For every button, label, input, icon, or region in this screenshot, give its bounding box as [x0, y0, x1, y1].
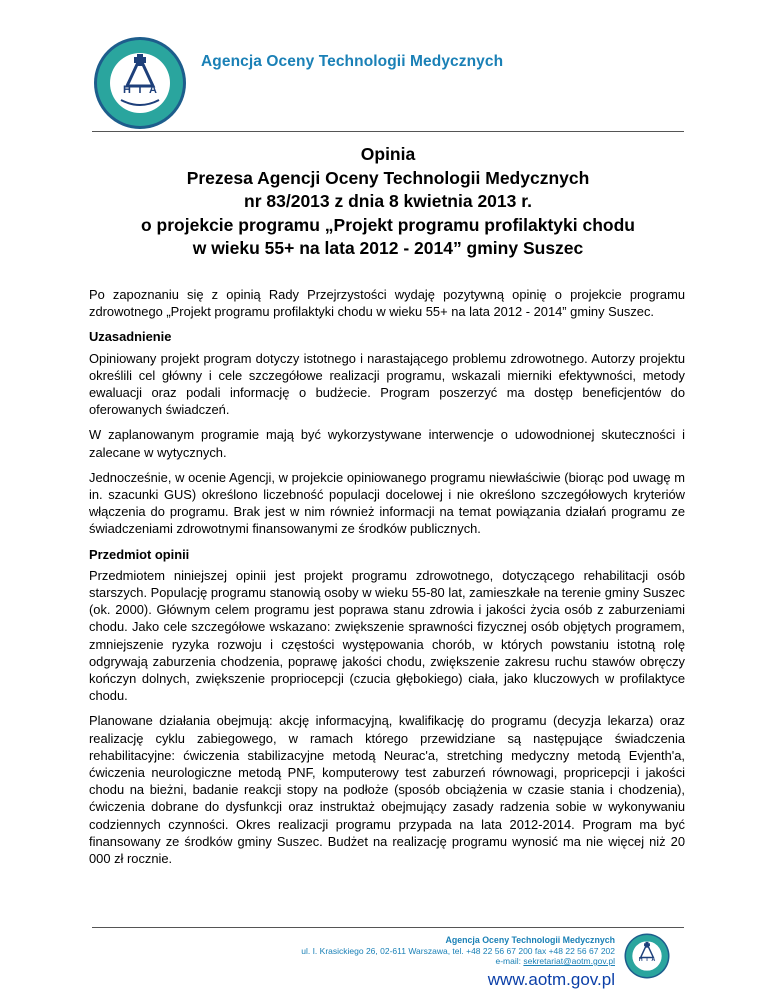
footer-email-line [301, 956, 615, 967]
footer-website-link[interactable]: www.aotm.gov.pl [487, 969, 615, 989]
agency-title: Agencja Oceny Technologii Medycznych [201, 53, 504, 70]
aotm-logo [93, 36, 187, 130]
justification-paragraph: W zaplanowanym programie mają być wykorzystywane interwencje o udowodnionej skuteczności i zalecane w wytycznych. [89, 427, 685, 460]
subject-paragraph: Planowane działania obejmują: akcję informacyjną, kwalifikację do programu (decyzja lekarza) oraz realizację cyklu zabiegowego, w ramach którego przewidziane są następujące świadczenia rehabilitacyjne: ćwiczenia stabilizacyjne metodą Neurac'a, stretching medyczny metodą Evjenth'a, ćwiczenia neurologiczne metodą PNF, komputerowy test zaburzeń równowagi, propricepcji i jakości chodu na bieżni, badanie reakcji stopy na podłoże (sposób obciążenia w czasie stania i chodzenia), ćwiczenia dobrane do dysfunkcji oraz instruktaż obejmujący zasady radzenia sobie w wykonywaniu codziennych czynności. Okres realizacji programu przypada na lata 2012-2014. Program ma być finansowany ze środków gminy Suszec. Budżet na realizację programu wynosić ma nie więcej niż 20 000 zł rocznie. [89, 713, 685, 867]
title-line: Opinia [360, 144, 416, 164]
footer-logo-letter-h: H [638, 956, 643, 963]
footer-website [301, 969, 615, 990]
justification-heading: Uzasadnienie [89, 329, 172, 345]
title-line: nr 83/2013 z dnia 8 kwietnia 2013 r. [244, 191, 532, 211]
footer-email-label: e-mail: [495, 956, 524, 966]
footer-aotm-logo [624, 933, 670, 979]
header-divider [92, 131, 684, 132]
document-body [89, 286, 685, 875]
footer-email-link[interactable]: sekretariat@aotm.gov.pl [523, 956, 615, 966]
title-line: w wieku 55+ na lata 2012 - 2014” gminy Suszec [192, 238, 584, 258]
footer-logo-letter-a: A [651, 956, 656, 963]
footer-logo-letter-t: T [645, 956, 649, 963]
footer-agency-name: Agencja Oceny Technologii Medycznych [445, 935, 615, 945]
title-line: o projekcie programu „Projekt programu profilaktyki chodu [141, 214, 635, 235]
footer [301, 935, 615, 990]
logo-letter-t: T [136, 84, 144, 96]
title-line: Prezesa Agencji Oceny Technologii Medycznych [186, 167, 590, 188]
justification-paragraph: Jednocześnie, w ocenie Agencji, w projekcie opiniowanego programu niewłaściwie (biorąc pod uwagę m in. szacunki GUS) określono liczebność populacji docelowej i nie określono szczegółowych kryteriów włączenia do programu. Brak jest w nim również informacji na temat powiązania działań programu ze świadczeniami zdrowotnymi finansowanymi ze środków publicznych. [89, 469, 685, 537]
subject-heading: Przedmiot opinii [89, 546, 190, 562]
opinion-title [80, 143, 696, 261]
justification-paragraph: Opiniowany projekt program dotyczy istotnego i narastającego problemu zdrowotnego. Autorzy projektu określili cel główny i cele szczegółowe realizacji programu, wskazali mierniki efektywności, metody ewaluacji oraz podali informację o budżecie. Program poszerzyć ma dostęp beneficjentów do oferowanych świadczeń. [89, 350, 685, 418]
intro-paragraph: Po zapoznaniu się z opinią Rady Przejrzystości wydaję pozytywną opinię o projekcie programu zdrowotnego „Projekt programu profilaktyki chodu w wieku 55+ na lata 2012 - 2014” gminy Suszec. [89, 287, 685, 320]
logo-letter-a: A [149, 84, 157, 96]
footer-address: ul. I. Krasickiego 26, 02-611 Warszawa, tel. +48 22 56 67 200 fax +48 22 56 67 202 [301, 945, 615, 956]
footer-divider [92, 927, 684, 928]
logo-letter-h: H [123, 84, 131, 96]
subject-paragraph: Przedmiotem niniejszej opinii jest projekt programu zdrowotnego, dotyczącego rehabilitacji osób starszych. Populację programu stanowią osoby w wieku 55-80 lat, zamieszkałe na terenie gminy Suszec (ok. 2000). Głównym celem programu jest poprawa stanu zdrowia i jakości życia osób z zaburzeniami chodu. Jako cele szczegółowe wskazano: zwiększenie sprawności fizycznej osób objętych programem, zmniejszenie ryzyka rozwoju i częstości występowania chorób, w których powstaniu istotną rolę odgrywają zaburzenia chodzenia, poprawę jakości chodu, zwiększenie zakresu ruchu stawów obręczy kończyn dolnych, zwiększenie propriocepcji (czucia głębokiego) ciała, jako kluczowych w profilaktyce chodu. [89, 567, 685, 704]
